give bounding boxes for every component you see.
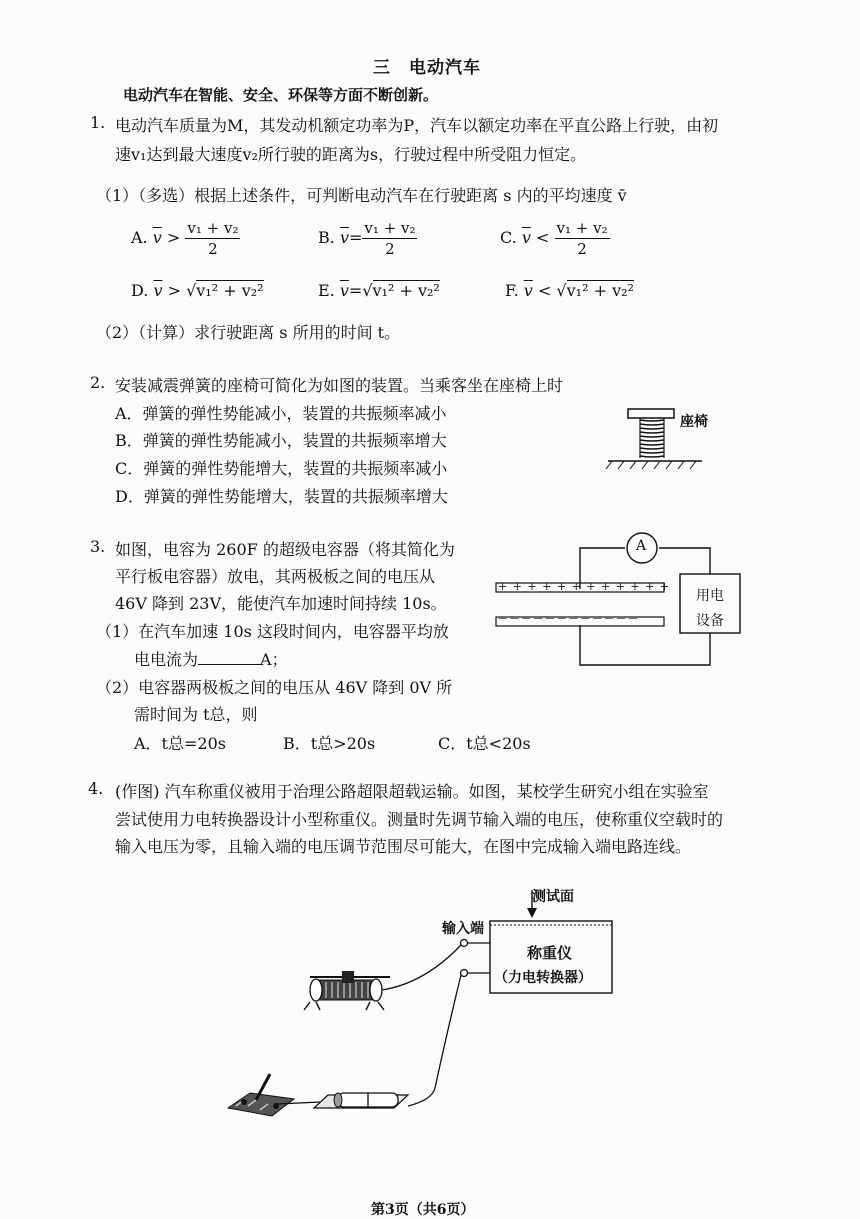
q1-sub2: （2）（计算）求行驶距离 s 所用的时间 t。	[96, 323, 401, 342]
q2-option-b: B．弹簧的弹性势能减小，装置的共振频率增大	[115, 431, 447, 450]
q3-number: 3.	[90, 537, 106, 556]
q2-option-a: A．弹簧的弹性势能减小，装置的共振频率减小	[115, 404, 447, 423]
q2-number: 2.	[90, 373, 106, 392]
test-surface-label: 测试面	[532, 889, 574, 905]
q3-sub1b: 电电流为 A；	[134, 650, 288, 669]
battery-icon	[314, 1093, 408, 1108]
q1-line2: 速v₁达到最大速度v₂所行驶的距离为s，行驶过程中所受阻力恒定。	[115, 145, 587, 164]
q4-line3: 输入电压为零，且输入端的电压调节范围尽可能大，在图中完成输入端电路连线。	[115, 837, 692, 856]
q3-sub1a: （1）在汽车加速 10s 这段时间内，电容器平均放	[96, 622, 449, 641]
q1-option-e: E. $\overline{v}=√v_1^2 + v_2^2$	[318, 281, 440, 300]
device-label-1: 用电	[696, 588, 724, 604]
q1-number: 1.	[90, 113, 106, 132]
q1-option-c: C. $\overline{v}$ < $\frac{\text{v₁ + v₂}}{2}$	[500, 219, 608, 258]
q3-option-b: B．t总>20s	[283, 734, 376, 753]
positive-plate-charges: + + + + + + + + + + + +	[498, 580, 671, 593]
section-intro: 电动汽车在智能、安全、环保等方面不断创新。	[123, 86, 439, 104]
q4-number: 4.	[88, 779, 104, 798]
ammeter-label: A	[636, 538, 647, 554]
weighing-circuit-figure	[220, 878, 640, 1128]
section-title: 三 电动汽车	[373, 58, 481, 78]
q1-option-f: F. $\overline{v} < √v_1^2 + v_2^2$	[505, 281, 634, 300]
q4-line2: 尝试使用力电转换器设计小型称重仪。测量时先调节输入端的电压，使称重仪空载时的	[115, 810, 724, 829]
q2-option-c: C．弹簧的弹性势能增大，装置的共振频率减小	[115, 459, 448, 478]
page-footer: 第3页（共6页）	[371, 1202, 475, 1218]
weighing-box-title: 称重仪	[527, 944, 573, 962]
device-label-2: 设备	[696, 613, 724, 629]
q3-line1: 如图，电容为 260F 的超级电容器（将其简化为	[115, 540, 455, 559]
answer-blank[interactable]	[198, 664, 260, 665]
q2-stem: 安装减震弹簧的座椅可简化为如图的装置。当乘客坐在座椅上时	[115, 376, 564, 395]
q2-option-d: D．弹簧的弹性势能增大，装置的共振频率增大	[115, 487, 448, 506]
q3-option-a: A．t总=20s	[134, 734, 226, 753]
q1-line1: 电动汽车质量为M，其发动机额定功率为P，汽车以额定功率在平直公路上行驶，由初	[115, 116, 719, 135]
q4-line1: (作图) 汽车称重仪被用于治理公路超限超载运输。如图，某校学生研究小组在实验室	[115, 782, 709, 801]
negative-plate-charges: — — — — — — — — — — — —	[498, 614, 638, 624]
input-terminal-label: 输入端	[442, 921, 484, 937]
q3-sub2b: 需时间为 t总，则	[134, 705, 258, 724]
q3-option-c: C．t总<20s	[438, 734, 531, 753]
q1-option-a: A. $\overline{v}$ > $\frac{\text{v₁ + v₂}}{2}$	[131, 219, 239, 258]
q3-line2: 平行板电容器）放电，其两极板之间的电压从	[115, 567, 436, 586]
rheostat-icon	[304, 971, 390, 1010]
q3-line3: 46V 降到 23V，能使汽车加速时间持续 10s。	[115, 594, 447, 613]
q1-option-b: B. $\overline{v}=$ $\frac{\text{v₁ + v₂}}{2}$	[318, 219, 416, 258]
weighing-box-subtitle: （力电转换器）	[494, 970, 592, 986]
switch-icon	[228, 1074, 294, 1116]
seat-label: 座椅	[680, 414, 708, 430]
q1-option-d: D. $\overline{v} > √v_1^2 + v_2^2$	[131, 281, 264, 300]
q3-sub2a: （2）电容器两极板之间的电压从 46V 降到 0V 所	[96, 678, 453, 697]
q1-sub1: （1）（多选）根据上述条件，可判断电动汽车在行驶距离 s 内的平均速度 v̄	[96, 186, 627, 205]
